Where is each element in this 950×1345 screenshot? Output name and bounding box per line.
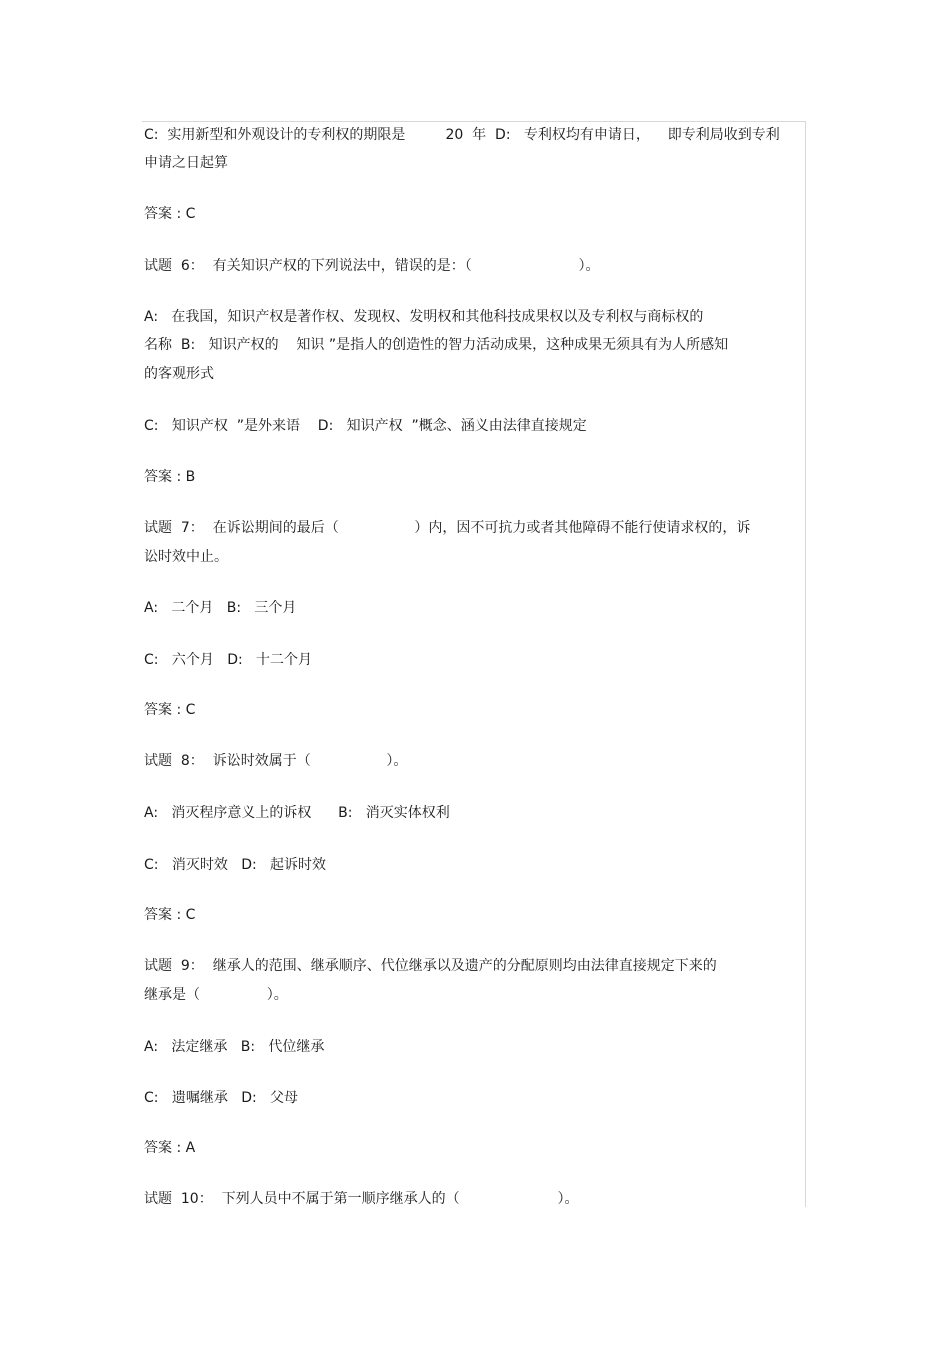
question-7: 试题 7： 在诉讼期间的最后（ ）内，因不可抗力或者其他障碍不能行使请求权的，诉	[144, 520, 751, 536]
question-9-options-ab: A: 法定继承 B: 代位继承	[144, 1039, 325, 1055]
question-6-option-a: A: 在我国，知识产权是著作权、发现权、发明权和其他科技成果权以及专利权与商标权的	[144, 309, 704, 325]
question-6: 试题 6： 有关知识产权的下列说法中，错误的是：（ ）。	[144, 258, 600, 274]
question-7-answer: 答案 : C	[144, 702, 196, 718]
question-9-continued: 继承是（ ）。	[144, 987, 288, 1003]
question-8-options-ab: A: 消灭程序意义上的诉权 B: 消灭实体权利	[144, 805, 450, 821]
option-line-continued: 申请之日起算	[144, 155, 228, 171]
question-7-options-ab: A: 二个月 B: 三个月	[144, 600, 297, 616]
question-6-option-b-continued: 的客观形式	[144, 366, 214, 382]
answer-line: 答案 : C	[144, 206, 196, 222]
question-10: 试题 10： 下列人员中不属于第一顺序继承人的（ ）。	[144, 1191, 579, 1207]
question-9-options-cd: C: 遗嘱继承 D: 父母	[144, 1090, 299, 1106]
document-body	[144, 0, 804, 1207]
option-line: C: 实用新型和外观设计的专利权的期限是 20 年 D: 专利权均有申请日， 即专利局收到专利	[144, 127, 780, 143]
question-6-options-cd: C: 知识产权 ”是外来语 D: 知识产权 ”概念、涵义由法律直接规定	[144, 418, 587, 434]
question-9: 试题 9： 继承人的范围、继承顺序、代位继承以及遗产的分配原则均由法律直接规定下来的	[144, 958, 717, 974]
question-6-answer: 答案 : B	[144, 469, 196, 485]
question-8-options-cd: C: 消灭时效 D: 起诉时效	[144, 857, 327, 873]
question-8-answer: 答案 : C	[144, 907, 196, 923]
question-7-options-cd: C: 六个月 D: 十二个月	[144, 652, 313, 668]
question-7-continued: 讼时效中止。	[144, 549, 228, 565]
question-6-option-b: 名称 B: 知识产权的 知识 ”是指人的创造性的智力活动成果，这种成果无须具有为人所感知	[144, 337, 729, 353]
question-9-answer: 答案 : A	[144, 1140, 196, 1156]
question-8: 试题 8： 诉讼时效属于（ ）。	[144, 753, 408, 769]
